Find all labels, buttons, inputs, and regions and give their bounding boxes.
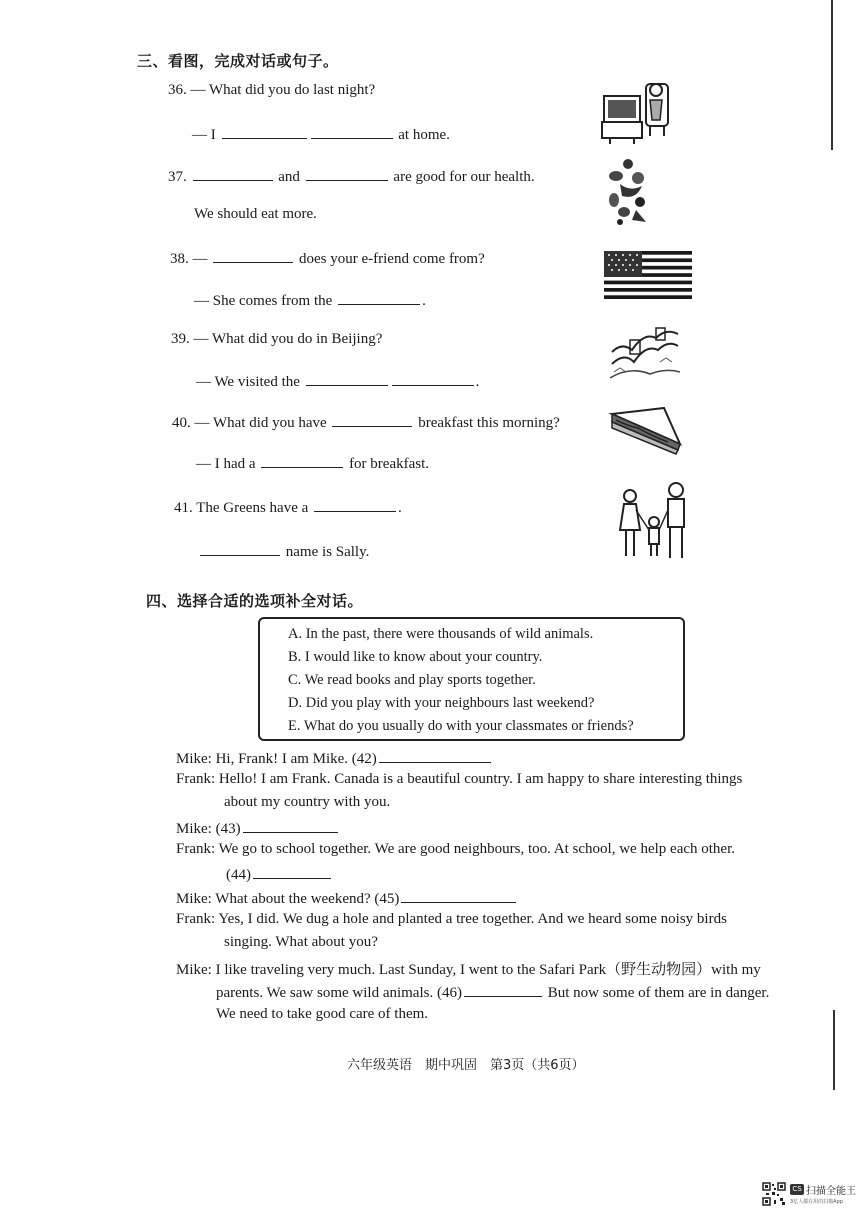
answer-blank[interactable] [200, 541, 280, 556]
scanner-label: 扫描全能王 [806, 1186, 856, 1197]
us-flag-icon [604, 251, 692, 299]
qr-code-icon [762, 1182, 786, 1206]
answer-blank[interactable] [392, 371, 474, 386]
tv-watching-icon [600, 76, 672, 146]
question-41-line1: 41. The Greens have a . [174, 497, 402, 517]
page-footer: 六年级英语 期中巩固 第3页（共6页） [347, 1058, 585, 1073]
scan-edge-line [831, 0, 833, 150]
answer-blank[interactable] [332, 412, 412, 427]
dialogue-line-7: Mike: What about the weekend? (45) [176, 888, 518, 908]
option-a: A. In the past, there were thousands of wild animals. [288, 626, 594, 642]
answer-blank-45[interactable] [401, 888, 516, 903]
section-4-title: 四、选择合适的选项补全对话。 [146, 592, 364, 610]
question-36-line2: — I at home. [192, 124, 450, 144]
question-40-line1: 40. — What did you have breakfast this morning? [172, 412, 560, 432]
answer-blank[interactable] [311, 124, 393, 139]
dialogue-line-8: Frank: Yes, I did. We dug a hole and planted a tree together. And we heard some noisy birds [176, 911, 727, 927]
answer-blank[interactable] [306, 371, 388, 386]
answer-blank-46[interactable] [464, 982, 542, 997]
option-c: C. We read books and play sports together. [288, 672, 536, 688]
dialogue-line-1: Mike: Hi, Frank! I am Mike. (42) [176, 748, 493, 768]
answer-blank[interactable] [193, 166, 273, 181]
option-d: D. Did you play with your neighbours last weekend? [288, 695, 595, 711]
dialogue-line-3: about my country with you. [224, 794, 391, 810]
question-39-line1: 39. — What did you do in Beijing? [171, 331, 383, 347]
question-41-line2: name is Sally. [198, 541, 369, 561]
answer-blank[interactable] [261, 453, 343, 468]
scan-edge-line [833, 1010, 835, 1090]
dialogue-line-5: Frank: We go to school together. We are good neighbours, too. At school, we help each other. [176, 841, 735, 857]
question-39-line2: — We visited the . [196, 371, 479, 391]
question-38-line1: 38. — does your e-friend come from? [170, 248, 485, 268]
dialogue-line-12: We need to take good care of them. [216, 1006, 429, 1022]
answer-blank[interactable] [314, 497, 396, 512]
answer-blank[interactable] [213, 248, 293, 263]
scanner-badge: CS [790, 1184, 804, 1195]
answer-blank-44[interactable] [253, 864, 331, 879]
question-38-line2: — She comes from the . [194, 290, 426, 310]
option-e: E. What do you usually do with your classmates or friends? [288, 718, 634, 734]
great-wall-icon [610, 322, 680, 380]
family-icon [614, 480, 694, 562]
question-37-line2: We should eat more. [194, 206, 317, 222]
option-b: B. I would like to know about your country. [288, 649, 543, 665]
dialogue-line-9: singing. What about you? [224, 934, 378, 950]
section-3-title: 三、看图，完成对话或句子。 [137, 52, 339, 70]
scanner-subtitle: 3亿人都在用的扫描App [790, 1199, 843, 1205]
dialogue-line-4: Mike: (43) [176, 818, 340, 838]
dialogue-line-11: parents. We saw some wild animals. (46) But now some of them are in danger. [216, 982, 769, 1002]
question-37-line1: 37. and are good for our health. [168, 166, 535, 186]
answer-blank-43[interactable] [243, 818, 338, 833]
fruit-vegetables-icon [602, 156, 658, 226]
answer-blank[interactable] [222, 124, 307, 139]
sandwich-icon [608, 406, 684, 456]
dialogue-line-2: Frank: Hello! I am Frank. Canada is a beautiful country. I am happy to share interesting things [176, 771, 743, 787]
answer-blank-42[interactable] [379, 748, 491, 763]
question-40-line2: — I had a for breakfast. [196, 453, 429, 473]
answer-blank[interactable] [338, 290, 420, 305]
answer-blank[interactable] [306, 166, 388, 181]
question-36-line1: 36. — What did you do last night? [168, 82, 376, 98]
dialogue-line-10: Mike: I like traveling very much. Last Sunday, I went to the Safari Park（野生动物园）with my [176, 962, 761, 978]
options-box [258, 617, 685, 741]
dialogue-line-6: (44) [226, 864, 333, 884]
